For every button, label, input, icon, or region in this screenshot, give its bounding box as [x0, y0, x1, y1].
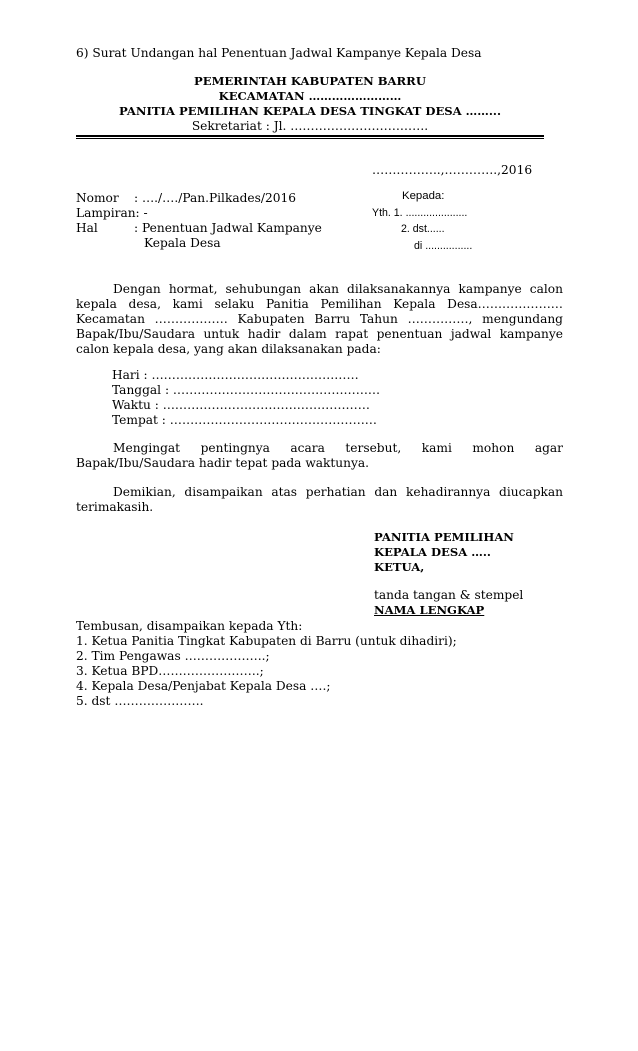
body-paragraph-2: Mengingat pentingnya acara tersebut, kami mohon agar Bapak/Ibu/Saudara hadir tepat pada waktunya. [76, 441, 563, 470]
lampiran-label: Lampiran: - [76, 206, 148, 220]
date-line: ……………..,………….,2016 [372, 163, 533, 177]
signature-line-3: KETUA, [374, 560, 425, 574]
tembusan-item: 1. Ketua Panitia Tingkat Kabupaten di Barru (untuk dihadiri); [76, 634, 457, 648]
kop-line-1: PEMERINTAH KABUPATEN BARRU [194, 74, 426, 88]
kop-rule-thick [76, 135, 544, 137]
kop-line-3: PANITIA PEMILIHAN KEPALA DESA TINGKAT DESA ……... [119, 104, 501, 118]
body-paragraph-3: Demikian, disampaikan atas perhatian dan kehadirannya diucapkan terimakasih. [76, 485, 563, 514]
agenda-waktu: Waktu : …………………………………………… [112, 398, 370, 412]
tembusan-item: 2. Tim Pengawas ………………..; [76, 649, 270, 663]
agenda-hari: Hari : …………………………………………… [112, 368, 359, 382]
tembusan-title: Tembusan, disampaikan kepada Yth: [76, 619, 303, 633]
nomor-value: : …./…./Pan.Pilkades/2016 [134, 191, 296, 205]
nomor-label: Nomor [76, 191, 119, 205]
agenda-tanggal: Tanggal : …………………………………………… [112, 383, 381, 397]
document-heading: 6) Surat Undangan hal Penentuan Jadwal Kampanye Kepala Desa [76, 46, 482, 60]
hal-value-2: Kepala Desa [144, 236, 221, 250]
recipient-yth-1: Yth. 1. ..................... [372, 207, 468, 219]
tembusan-item: 5. dst …………………. [76, 694, 204, 708]
kop-line-4: Sekretariat : Jl. ……………………………. [191, 119, 429, 133]
kop-line-2: KECAMATAN …………………… [218, 89, 402, 103]
hal-label: Hal [76, 221, 98, 235]
tembusan-item: 4. Kepala Desa/Penjabat Kepala Desa ….; [76, 679, 331, 693]
signature-line-2: KEPALA DESA ….. [374, 545, 491, 559]
recipient-dst: 2. dst...... [401, 223, 445, 235]
recipient-di: di ................ [414, 240, 473, 252]
hal-value-1: : Penentuan Jadwal Kampanye [134, 221, 322, 235]
tembusan-item: 3. Ketua BPD…………………….; [76, 664, 264, 678]
recipient-kepada: Kepada: [402, 190, 445, 202]
signature-line-1: PANITIA PEMILIHAN [374, 530, 514, 544]
signature-ttd: tanda tangan & stempel [374, 588, 524, 602]
signature-name: NAMA LENGKAP [374, 603, 485, 617]
kop-rule-thin [76, 138, 544, 139]
agenda-tempat: Tempat : …………………………………………… [112, 413, 377, 427]
body-paragraph-1: Dengan hormat, sehubungan akan dilaksanakannya kampanye calon kepala desa, kami selaku Panitia Pemilihan Kepala Desa………………… Kecamatan ……………… Kabupaten Barru Tahun ……………, mengundang Bapak/Ibu/Saudara untuk hadir dalam rapat penentuan jadwal kampanye calon kepala desa, yang akan dilaksanakan pada: [76, 282, 563, 356]
